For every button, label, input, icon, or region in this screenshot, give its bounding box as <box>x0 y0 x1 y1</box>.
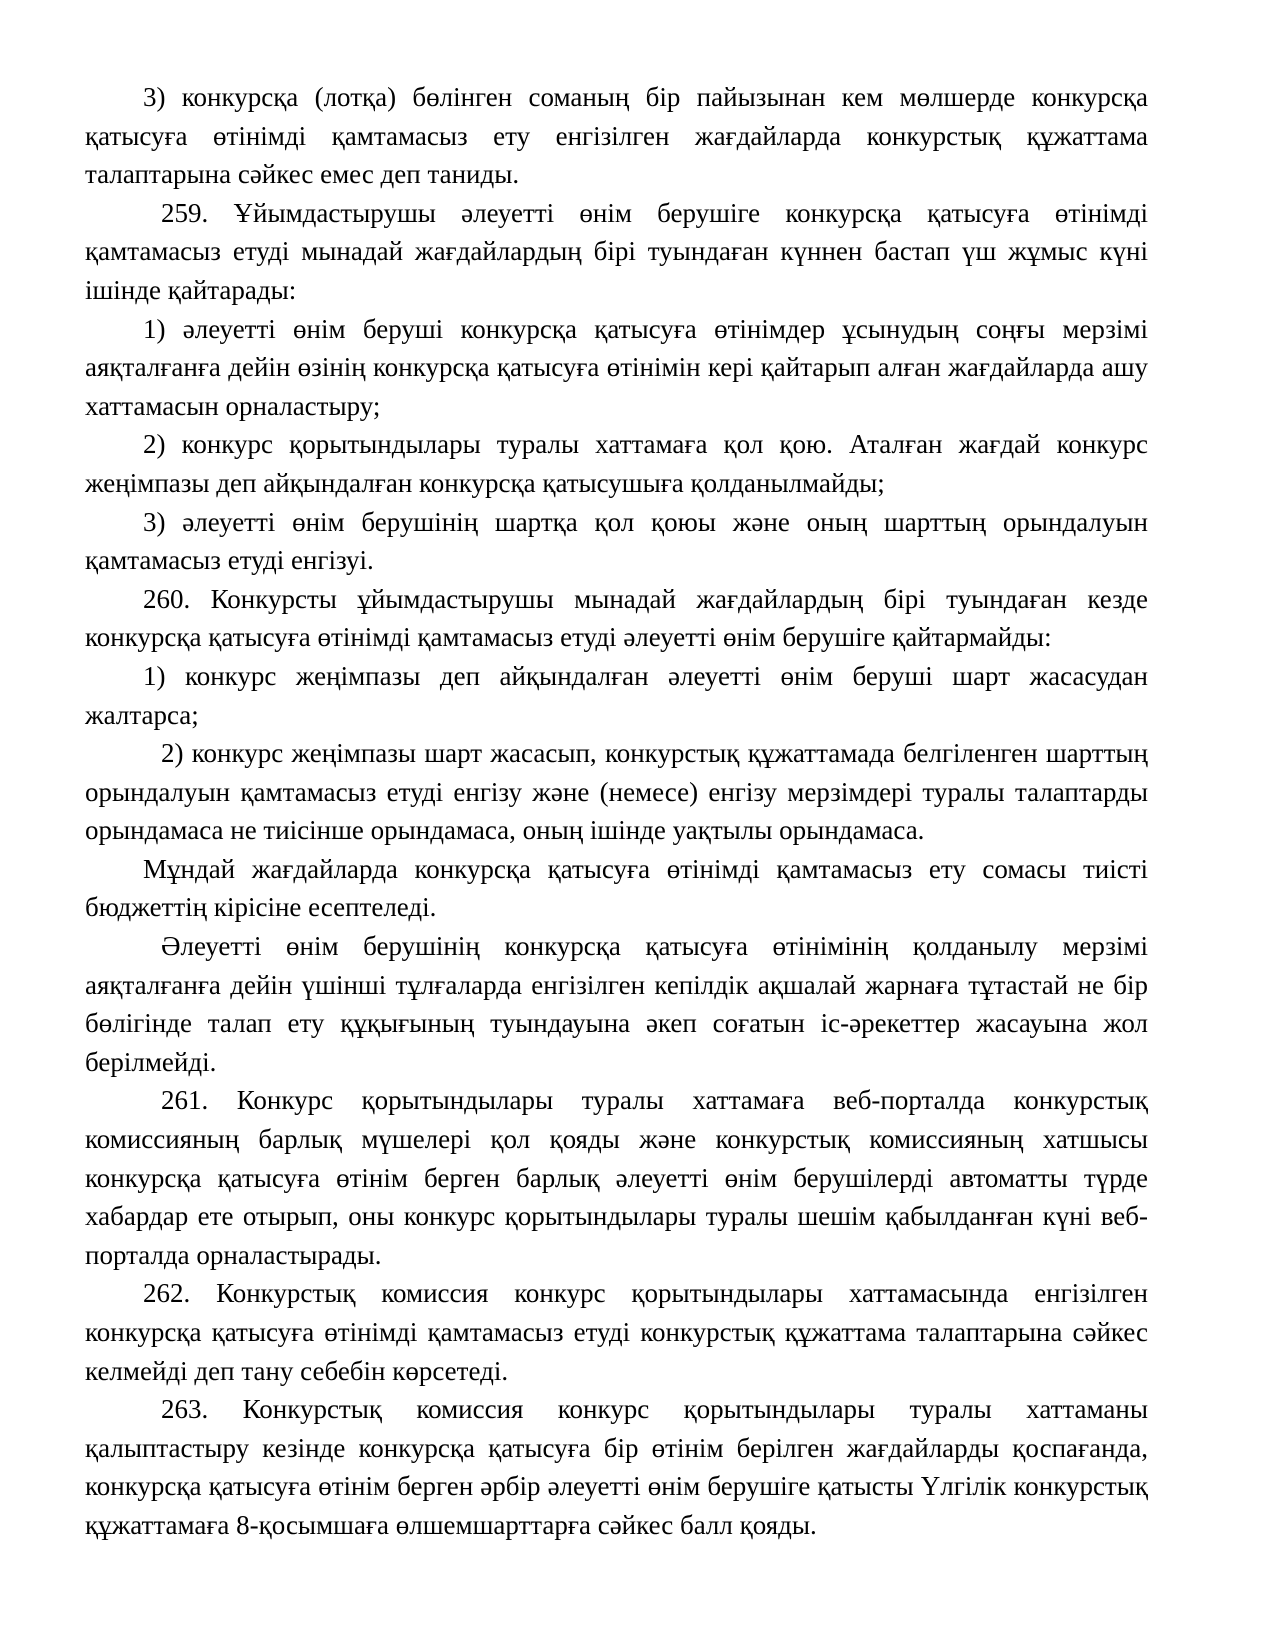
document-body <box>85 78 1148 1545</box>
paragraph-section-263: 263. Конкурстық комиссия конкурс қорытындылары туралы хаттаманы қалыптастыру кезінде конкурсқа қатысуға бір өтінім берілген жағдайларды қоспағанда, конкурсқа қатысуға өтінім берген әрбір әлеуетті өнім берушіге қатысты Үлгілік конкурстық құжаттамаға 8-қосымшаға өлшемшарттарға сәйкес балл қояды. <box>85 1394 1148 1540</box>
paragraph-guarantee-note: Әлеуетті өнім берушінің конкурсқа қатысуға өтінімінің қолданылу мерзімі аяқталғанға дейін үшінші тұлғаларда енгізілген кепілдік ақшалай жарнаға тұтастай не бір бөлігінде талап ету құқығының туындауына әкеп соғатын іс-әрекеттер жасауына жол берілмейді. <box>85 931 1148 1077</box>
paragraph-260-item-1: 1) конкурс жеңімпазы деп айқындалған әлеуетті өнім беруші шарт жасасудан жалтарса; <box>85 660 1148 730</box>
paragraph-subitem-3: 3) конкурсқа (лотқа) бөлінген соманың бір пайызынан кем мөлшерде конкурсқа қатысуға өтінімді қамтамасыз ету енгізілген жағдайларда конкурстық құжаттама талаптарына сәйкес емес деп таниды. <box>85 82 1148 190</box>
paragraph-section-260: 260. Конкурсты ұйымдастырушы мынадай жағдайлардың бірі туындаған кезде конкурсқа қатысуға өтінімді қамтамасыз етуді әлеуетті өнім берушіге қайтармайды: <box>85 583 1148 653</box>
paragraph-section-261: 261. Конкурс қорытындылары туралы хаттамаға веб-порталда конкурстық комиссияның барлық мүшелері қол қояды және конкурстық комиссияның хатшысы конкурсқа қатысуға өтінім берген барлық әлеуетті өнім берушілерді автоматты түрде хабардар ете отырып, оны конкурс қорытындылары туралы шешім қабылданған күні веб-порталда орналастырады. <box>85 1085 1148 1270</box>
paragraph-259-item-1: 1) әлеуетті өнім беруші конкурсқа қатысуға өтінімдер ұсынудың соңғы мерзімі аяқталғанға дейін өзінің конкурсқа қатысуға өтінімін кері қайтарып алған жағдайларда ашу хаттамасын орналастыру; <box>85 313 1148 421</box>
paragraph-section-259: 259. Ұйымдастырушы әлеуетті өнім берушіге конкурсқа қатысуға өтінімді қамтамасыз етуді мынадай жағдайлардың бірі туындаған күннен бастап үш жұмыс күні ішінде қайтарады: <box>85 197 1148 305</box>
paragraph-259-item-2: 2) конкурс қорытындылары туралы хаттамаға қол қою. Аталған жағдай конкурс жеңімпазы деп айқындалған конкурсқа қатысушыға қолданылмайды; <box>85 429 1148 498</box>
paragraph-budget-note: Мұндай жағдайларда конкурсқа қатысуға өтінімді қамтамасыз ету сомасы тиісті бюджеттің кірісіне есептеледі. <box>85 853 1148 923</box>
paragraph-section-262: 262. Конкурстық комиссия конкурс қорытындылары хаттамасында енгізілген конкурсқа қатысуға өтінімді қамтамасыз етуді конкурстық құжаттама талаптарына сәйкес келмейді деп тану себебін көрсетеді. <box>85 1278 1148 1386</box>
paragraph-260-item-2: 2) конкурс жеңімпазы шарт жасасып, конкурстық құжаттамада белгіленген шарттың орындалуын қамтамасыз етуді енгізу және (немесе) енгізу мерзімдері туралы талаптарды орындамаса не тиісінше орындамаса, оның ішінде уақтылы орындамаса. <box>85 738 1148 846</box>
paragraph-259-item-3: 3) әлеуетті өнім берушінің шартқа қол қоюы және оның шарттың орындалуын қамтамасыз етуді енгізуі. <box>85 506 1148 576</box>
